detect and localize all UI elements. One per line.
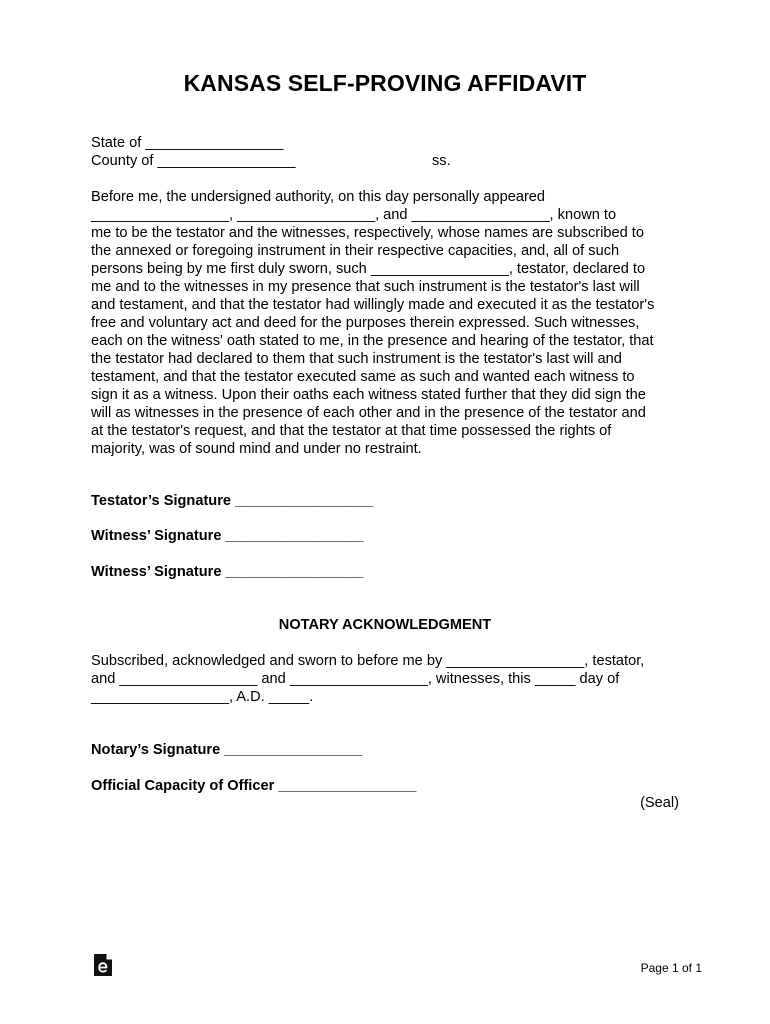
official-capacity-line: Official Capacity of Officer _________________	[91, 778, 417, 794]
body-line: Before me, the undersigned authority, on this day personally appeared	[91, 189, 546, 205]
testator-signature-line: Testator’s Signature _________________	[91, 493, 374, 509]
notary-line: _________________, A.D. _____.	[91, 689, 314, 705]
page-number: Page 1 of 1	[640, 961, 702, 975]
body-line: will as witnesses in the presence of each other and in the presence of the testator and	[91, 405, 646, 421]
venue-block	[91, 134, 691, 170]
document-title: KANSAS SELF-PROVING AFFIDAVIT	[183, 70, 587, 96]
state-line: State of _________________	[91, 135, 284, 151]
seal-label: (Seal)	[640, 795, 679, 811]
body-line: at the testator's request, and that the testator at that time possessed the rights of	[91, 423, 612, 439]
witness-signature-line-2: Witness’ Signature _________________	[91, 564, 364, 580]
body-line: the annexed or foregoing instrument in their respective capacities, and, all of such	[91, 243, 620, 259]
notary-line: Subscribed, acknowledged and sworn to before me by _________________, testator,	[91, 653, 645, 669]
notary-signature-line: Notary’s Signature _________________	[91, 742, 363, 758]
affidavit-body	[91, 188, 691, 458]
body-line: me and to the witnesses in my presence that such instrument is the testator's last will	[91, 279, 640, 295]
body-line: the testator had declared to them that such instrument is the testator's last will and	[91, 351, 622, 367]
ss-label: ss.	[432, 153, 451, 169]
notary-heading: NOTARY ACKNOWLEDGMENT	[278, 617, 492, 633]
body-line: persons being by me first duly sworn, such _________________, testator, declared to	[91, 261, 646, 277]
body-line: majority, was of sound mind and under no restraint.	[91, 441, 422, 457]
notary-line: and _________________ and _________________, witnesses, this _____ day of	[91, 671, 620, 687]
body-line: testament, and that the testator executed same as such and wanted each witness to	[91, 369, 635, 385]
witness-signature-line-1: Witness’ Signature _________________	[91, 528, 364, 544]
body-line: sign it as a witness. Upon their oaths each witness stated further that they did sign the	[91, 387, 646, 403]
body-line: each on the witness' oath stated to me, in the presence and hearing of the testator, that	[91, 333, 654, 349]
body-line: and testament, and that the testator had willingly made and executed it as the testator's	[91, 297, 655, 313]
body-line: me to be the testator and the witnesses, respectively, whose names are subscribed to	[91, 225, 644, 241]
body-line: free and voluntary act and deed for the purposes therein expressed. Such witnesses,	[91, 315, 640, 331]
county-line: County of _________________	[91, 153, 296, 169]
body-line: _________________, _________________, and _________________, known to	[91, 207, 617, 223]
notary-body	[91, 652, 691, 706]
e-document-icon	[93, 953, 113, 977]
